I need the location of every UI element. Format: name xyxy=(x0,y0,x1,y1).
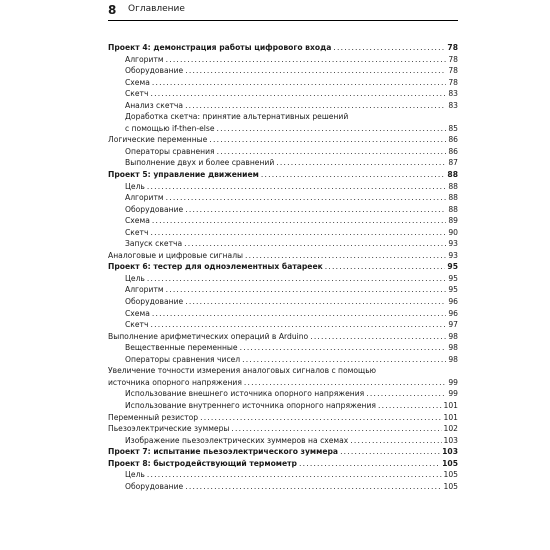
toc-entry-title: Изображение пьезоэлектрических зуммеров на схемах xyxy=(125,435,349,445)
toc-entry-title: Скетч xyxy=(125,89,149,99)
dot-leader xyxy=(185,100,446,112)
dot-leader xyxy=(166,54,447,66)
toc-entry[interactable] xyxy=(108,423,458,435)
dot-leader xyxy=(299,458,440,470)
toc-entry[interactable] xyxy=(108,134,458,146)
toc-entry-title: Проект 7: испытание пьезоэлектрического зуммера xyxy=(108,447,339,457)
dot-leader xyxy=(152,215,446,227)
toc-subentry[interactable] xyxy=(108,319,458,331)
toc-subentry[interactable] xyxy=(108,111,458,134)
toc-subentry[interactable] xyxy=(108,192,458,204)
toc-page-number: 95 xyxy=(447,262,458,272)
toc-entry-title: Скетч xyxy=(125,320,149,330)
toc-subentry[interactable] xyxy=(108,284,458,296)
toc-subentry[interactable] xyxy=(108,469,458,481)
toc-entry-title: Использование внутреннего источника опорного напряжения xyxy=(125,400,377,410)
toc-entry-title: Проект 6: тестер для одноэлементных батареек xyxy=(108,262,323,272)
toc-entry[interactable] xyxy=(108,169,458,181)
toc-entry[interactable] xyxy=(108,365,458,388)
toc-subentry[interactable] xyxy=(108,296,458,308)
toc-subentry[interactable] xyxy=(108,400,458,412)
dot-leader xyxy=(166,192,447,204)
dot-leader xyxy=(185,204,446,216)
toc-entry[interactable] xyxy=(108,458,458,470)
toc-entry-title: источника опорного напряжения xyxy=(108,377,242,387)
dot-leader xyxy=(209,134,446,146)
toc-page-number: 78 xyxy=(448,77,458,87)
dot-leader xyxy=(231,423,441,435)
toc-entry-title: Операторы сравнения xyxy=(125,146,215,156)
toc-page-number: 96 xyxy=(448,308,458,318)
toc-entry-title: Схема xyxy=(125,308,150,318)
toc-entry-title-line1: Увеличение точности измерения аналоговых сигналов с помощью xyxy=(108,366,377,376)
toc-page-number: 97 xyxy=(448,320,458,330)
toc-page-number: 103 xyxy=(442,447,458,457)
toc-entry-title: Алгоритм xyxy=(125,285,164,295)
dot-leader xyxy=(217,123,447,135)
dot-leader xyxy=(245,250,446,262)
toc-subentry[interactable] xyxy=(108,181,458,193)
toc-page-number: 98 xyxy=(448,331,458,341)
toc-page-number: 78 xyxy=(448,66,458,76)
dot-leader xyxy=(147,469,442,481)
page-number: 8 xyxy=(108,3,117,17)
toc-entry-title: Схема xyxy=(125,216,150,226)
dot-leader xyxy=(184,238,446,250)
toc-page-number: 95 xyxy=(448,273,458,283)
table-of-contents xyxy=(108,42,458,492)
toc-page-number: 86 xyxy=(448,135,458,145)
toc-subentry[interactable] xyxy=(108,204,458,216)
toc-page-number: 78 xyxy=(447,43,458,52)
dot-leader xyxy=(240,342,447,354)
toc-entry-title: Оборудование xyxy=(125,204,184,214)
toc-page-number: 78 xyxy=(448,54,458,64)
toc-subentry[interactable] xyxy=(108,273,458,285)
toc-page-number: 93 xyxy=(448,239,458,249)
toc-entry-title: Проект 4: демонстрация работы цифрового входа xyxy=(108,43,332,52)
toc-page-number: 88 xyxy=(447,170,458,180)
toc-entry-title: Запуск скетча xyxy=(125,239,183,249)
toc-entry-title: Анализ скетча xyxy=(125,100,184,110)
toc-entry-title: Выполнение двух и более сравнений xyxy=(125,158,275,168)
toc-entry-title: с помощью if-then-else xyxy=(125,123,215,133)
toc-subentry[interactable] xyxy=(108,157,458,169)
toc-page-number: 98 xyxy=(448,343,458,353)
dot-leader xyxy=(150,88,446,100)
toc-entry-title: Оборудование xyxy=(125,297,184,307)
toc-page-number: 99 xyxy=(448,389,458,399)
toc-entry-title: Алгоритм xyxy=(125,193,164,203)
toc-page-number: 96 xyxy=(448,297,458,307)
toc-entry-title: Оборудование xyxy=(125,481,184,491)
dot-leader xyxy=(333,42,445,54)
dot-leader xyxy=(340,446,440,458)
dot-leader xyxy=(242,354,446,366)
toc-entry-title: Оборудование xyxy=(125,66,184,76)
toc-entry[interactable] xyxy=(108,412,458,424)
toc-subentry[interactable] xyxy=(108,215,458,227)
toc-page-number: 105 xyxy=(442,458,458,468)
toc-subentry[interactable] xyxy=(108,88,458,100)
toc-entry[interactable] xyxy=(108,261,458,273)
dot-leader xyxy=(350,435,441,447)
dot-leader xyxy=(150,227,446,239)
toc-subentry[interactable] xyxy=(108,238,458,250)
toc-subentry[interactable] xyxy=(108,77,458,89)
dot-leader xyxy=(217,146,447,158)
dot-leader xyxy=(185,296,446,308)
toc-subentry[interactable] xyxy=(108,308,458,320)
toc-entry-title: Цель xyxy=(125,181,145,191)
toc-entry-title: Выполнение арифметических операций в Arduino xyxy=(108,331,309,341)
dot-leader xyxy=(166,284,447,296)
toc-subentry[interactable] xyxy=(108,388,458,400)
dot-leader xyxy=(378,400,441,412)
dot-leader xyxy=(325,261,446,273)
dot-leader xyxy=(185,481,441,493)
toc-entry-title: Переменный резистор xyxy=(108,412,199,422)
toc-entry-title: Цель xyxy=(125,470,145,480)
toc-page-number: 103 xyxy=(443,435,458,445)
toc-page-number: 98 xyxy=(448,354,458,364)
toc-page-number: 105 xyxy=(443,470,458,480)
running-title: Оглавление xyxy=(128,4,185,14)
toc-entry[interactable] xyxy=(108,250,458,262)
toc-subentry[interactable] xyxy=(108,227,458,239)
toc-page-number: 85 xyxy=(448,123,458,133)
toc-page-number: 90 xyxy=(448,227,458,237)
toc-entry-title: Вещественные переменные xyxy=(125,343,238,353)
toc-page-number: 89 xyxy=(448,216,458,226)
toc-entry-title: Пьезоэлектрические зуммеры xyxy=(108,424,230,434)
toc-page-number: 83 xyxy=(448,100,458,110)
toc-page-number: 88 xyxy=(448,193,458,203)
toc-entry[interactable] xyxy=(108,42,458,54)
toc-entry-title: Операторы сравнения чисел xyxy=(125,354,241,364)
toc-subentry[interactable] xyxy=(108,435,458,447)
toc-entry-title: Скетч xyxy=(125,227,149,237)
dot-leader xyxy=(150,319,446,331)
toc-entry-title: Проект 8: быстродействующий термометр xyxy=(108,458,297,468)
page-header xyxy=(108,0,458,21)
dot-leader xyxy=(147,273,446,285)
dot-leader xyxy=(244,377,446,389)
toc-entry-title: Использование внешнего источника опорного напряжения xyxy=(125,389,365,399)
toc-page-number: 102 xyxy=(443,424,458,434)
toc-page-number: 88 xyxy=(448,204,458,214)
toc-subentry[interactable] xyxy=(108,481,458,493)
toc-entry-title-line1: Доработка скетча: принятие альтернативных решений xyxy=(125,112,349,122)
dot-leader xyxy=(152,308,446,320)
toc-page-number: 105 xyxy=(443,481,458,491)
dot-leader xyxy=(310,331,446,343)
toc-entry-title: Логические переменные xyxy=(108,135,208,145)
dot-leader xyxy=(185,65,446,77)
toc-subentry[interactable] xyxy=(108,65,458,77)
dot-leader xyxy=(200,412,441,424)
toc-entry-title: Аналоговые и цифровые сигналы xyxy=(108,250,244,260)
dot-leader xyxy=(261,169,446,181)
header-rule xyxy=(108,20,458,21)
dot-leader xyxy=(152,77,446,89)
toc-page-number: 86 xyxy=(448,146,458,156)
toc-entry-title: Схема xyxy=(125,77,150,87)
toc-subentry[interactable] xyxy=(108,54,458,66)
toc-page-number: 83 xyxy=(448,89,458,99)
toc-page-number: 101 xyxy=(443,400,458,410)
toc-entry-title: Проект 5: управление движением xyxy=(108,170,259,180)
dot-leader xyxy=(276,157,446,169)
toc-page-number: 101 xyxy=(443,412,458,422)
dot-leader xyxy=(366,388,446,400)
toc-page-number: 99 xyxy=(448,377,458,387)
dot-leader xyxy=(147,181,446,193)
toc-page-number: 88 xyxy=(448,181,458,191)
toc-subentry[interactable] xyxy=(108,354,458,366)
toc-subentry[interactable] xyxy=(108,146,458,158)
toc-subentry[interactable] xyxy=(108,100,458,112)
toc-entry[interactable] xyxy=(108,446,458,458)
toc-entry[interactable] xyxy=(108,331,458,343)
toc-entry-title: Цель xyxy=(125,273,145,283)
toc-page-number: 87 xyxy=(448,158,458,168)
toc-page-number: 93 xyxy=(448,250,458,260)
toc-entry-title: Алгоритм xyxy=(125,54,164,64)
toc-page-number: 95 xyxy=(448,285,458,295)
toc-subentry[interactable] xyxy=(108,342,458,354)
